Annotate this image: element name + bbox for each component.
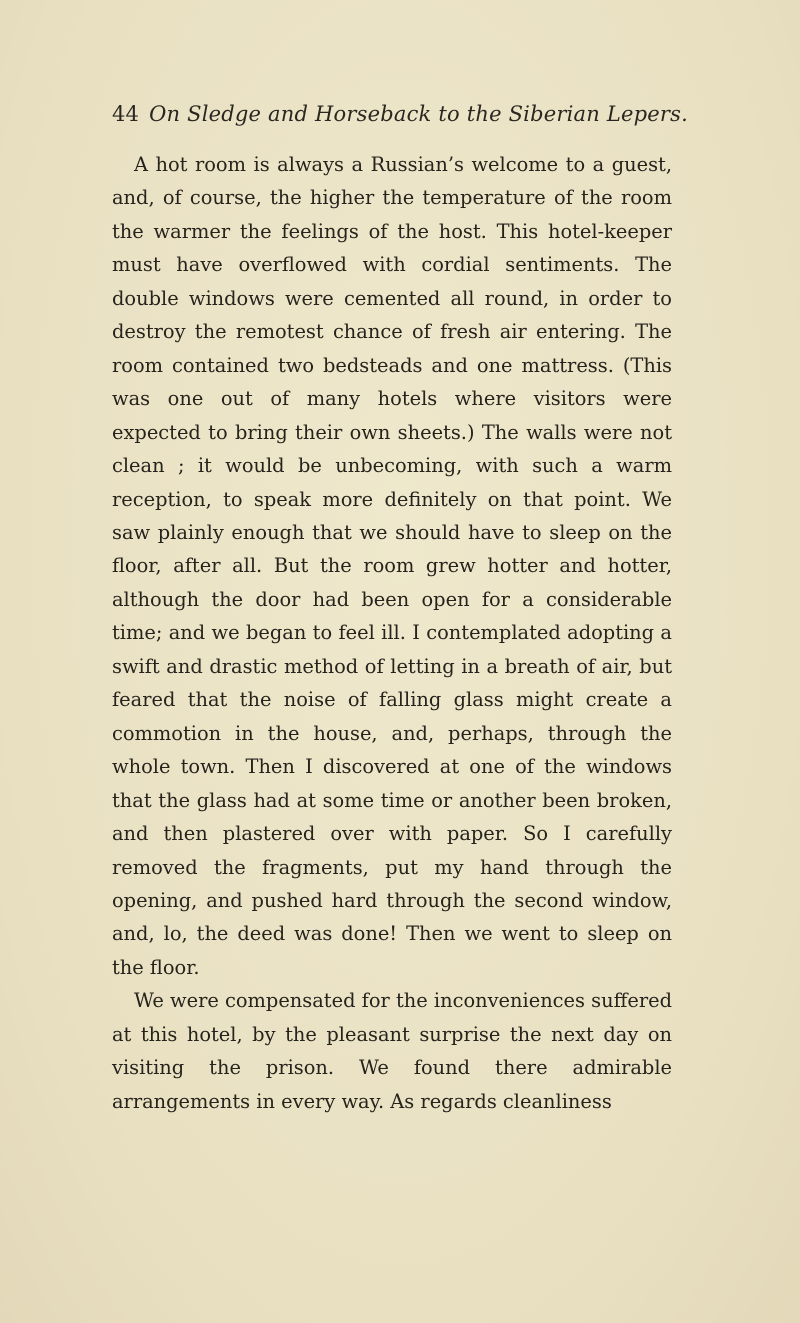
paragraph-1: A hot room is always a Russian’s welcome to a guest, and, of course, the higher the temperature of the room the warmer the feelings of the host. This hotel-keeper must have overflowed with cordial sentiments. The double windows were cemented all round, in order to destroy the remotest chance of fresh air entering. The room contained two bedsteads and one mattress. (This was one out of many hotels where visitors were expected to bring their own sheets.) The walls were not clean ; it would be unbecoming, with such a warm reception, to speak more definitely on that point. We saw plainly enough that we should have to sleep on the floor, after all. But the room grew hotter and hotter, although the door had been open for a considerable time; and we began to feel ill. I contemplated adopting a swift and drastic method of letting in a breath of air, but feared that the noise of falling glass might create a commotion in the house, and, perhaps, through the whole town. Then I discovered at one of the windows that the glass had at some time or another been broken, and then plastered over with paper. So I carefully removed the fragments, put my hand through the opening, and pushed hard through the second window, and, lo, the deed was done! Then we went to sleep on the floor.	[112, 153, 672, 979]
running-title: On Sledge and Horseback to the Siberian Lepers.	[149, 102, 688, 126]
page-number: 44	[112, 102, 140, 126]
body-text	[112, 148, 672, 1118]
paragraph-2: We were compensated for the inconveniences suffered at this hotel, by the pleasant surprise the next day on visiting the prison. We found there admirable arrangements in every way. As regards cleanliness	[112, 989, 672, 1113]
running-head	[112, 102, 688, 126]
